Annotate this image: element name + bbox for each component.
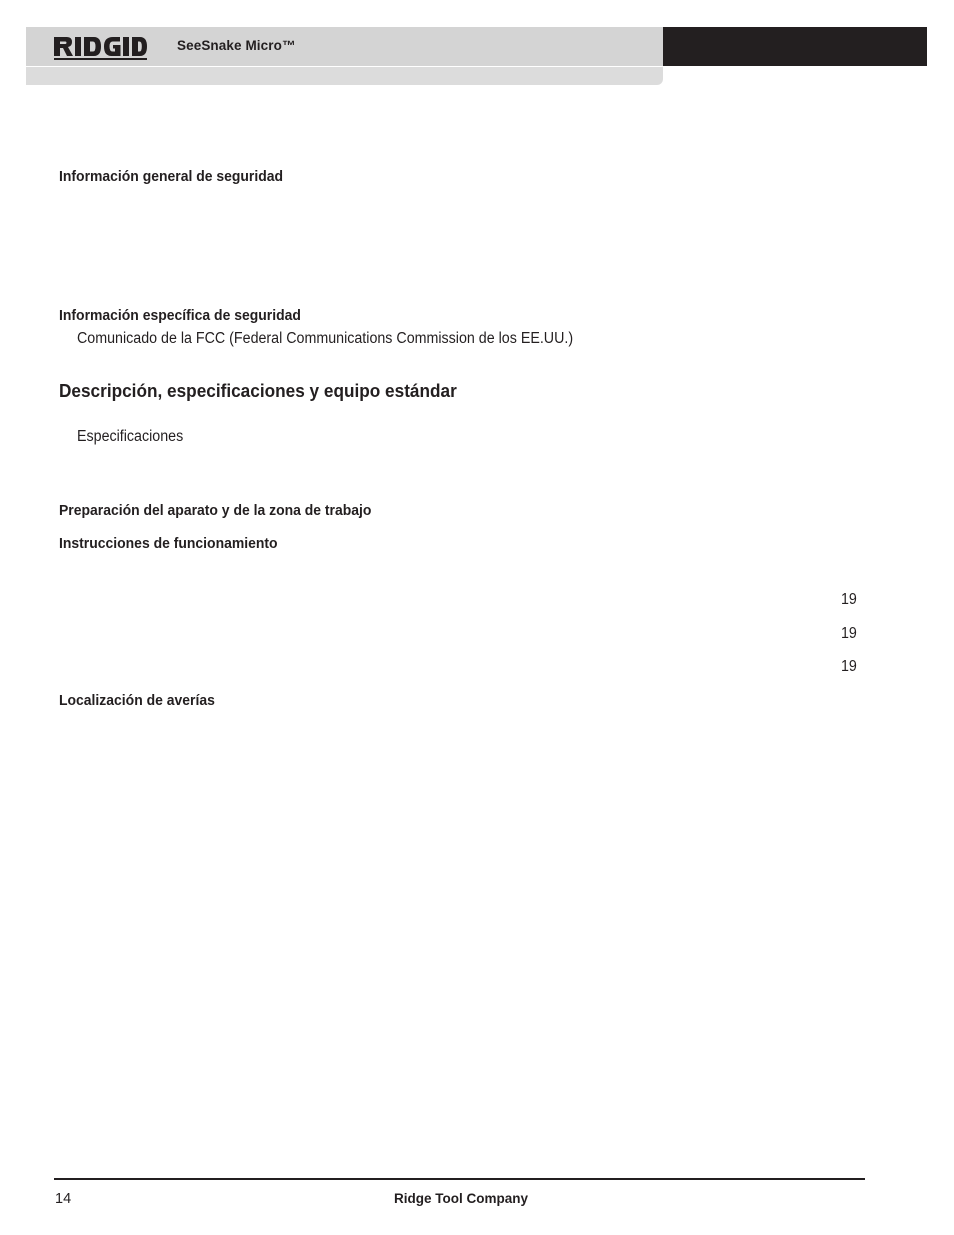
toc-page-number: 19 (841, 658, 857, 675)
toc-description-section[interactable]: Descripción, especificaciones y equipo estándar (59, 380, 457, 401)
toc-page-number: 19 (841, 591, 857, 608)
toc-general-safety[interactable]: Información general de seguridad (59, 168, 284, 185)
toc-fcc-statement[interactable]: Comunicado de la FCC (Federal Communications Commission de los EE.UU.) (77, 330, 574, 347)
product-name: SeeSnake Micro™ (177, 38, 296, 53)
toc-troubleshooting[interactable]: Localización de averías (59, 692, 215, 709)
header-black-block (663, 27, 927, 66)
toc-page-number: 19 (841, 625, 857, 642)
footer-page-number: 14 (55, 1191, 72, 1207)
toc-operating-instructions[interactable]: Instrucciones de funcionamiento (59, 535, 278, 552)
ridgid-logo-mark (52, 33, 148, 61)
toc-specific-safety[interactable]: Información específica de seguridad (59, 307, 301, 324)
header-underbar (26, 66, 663, 85)
ridgid-logo (52, 33, 148, 61)
toc-specifications[interactable]: Especificaciones (77, 428, 184, 445)
footer-rule (54, 1178, 865, 1180)
footer-company: Ridge Tool Company (394, 1191, 528, 1206)
toc-preparation[interactable]: Preparación del aparato y de la zona de trabajo (59, 502, 372, 519)
